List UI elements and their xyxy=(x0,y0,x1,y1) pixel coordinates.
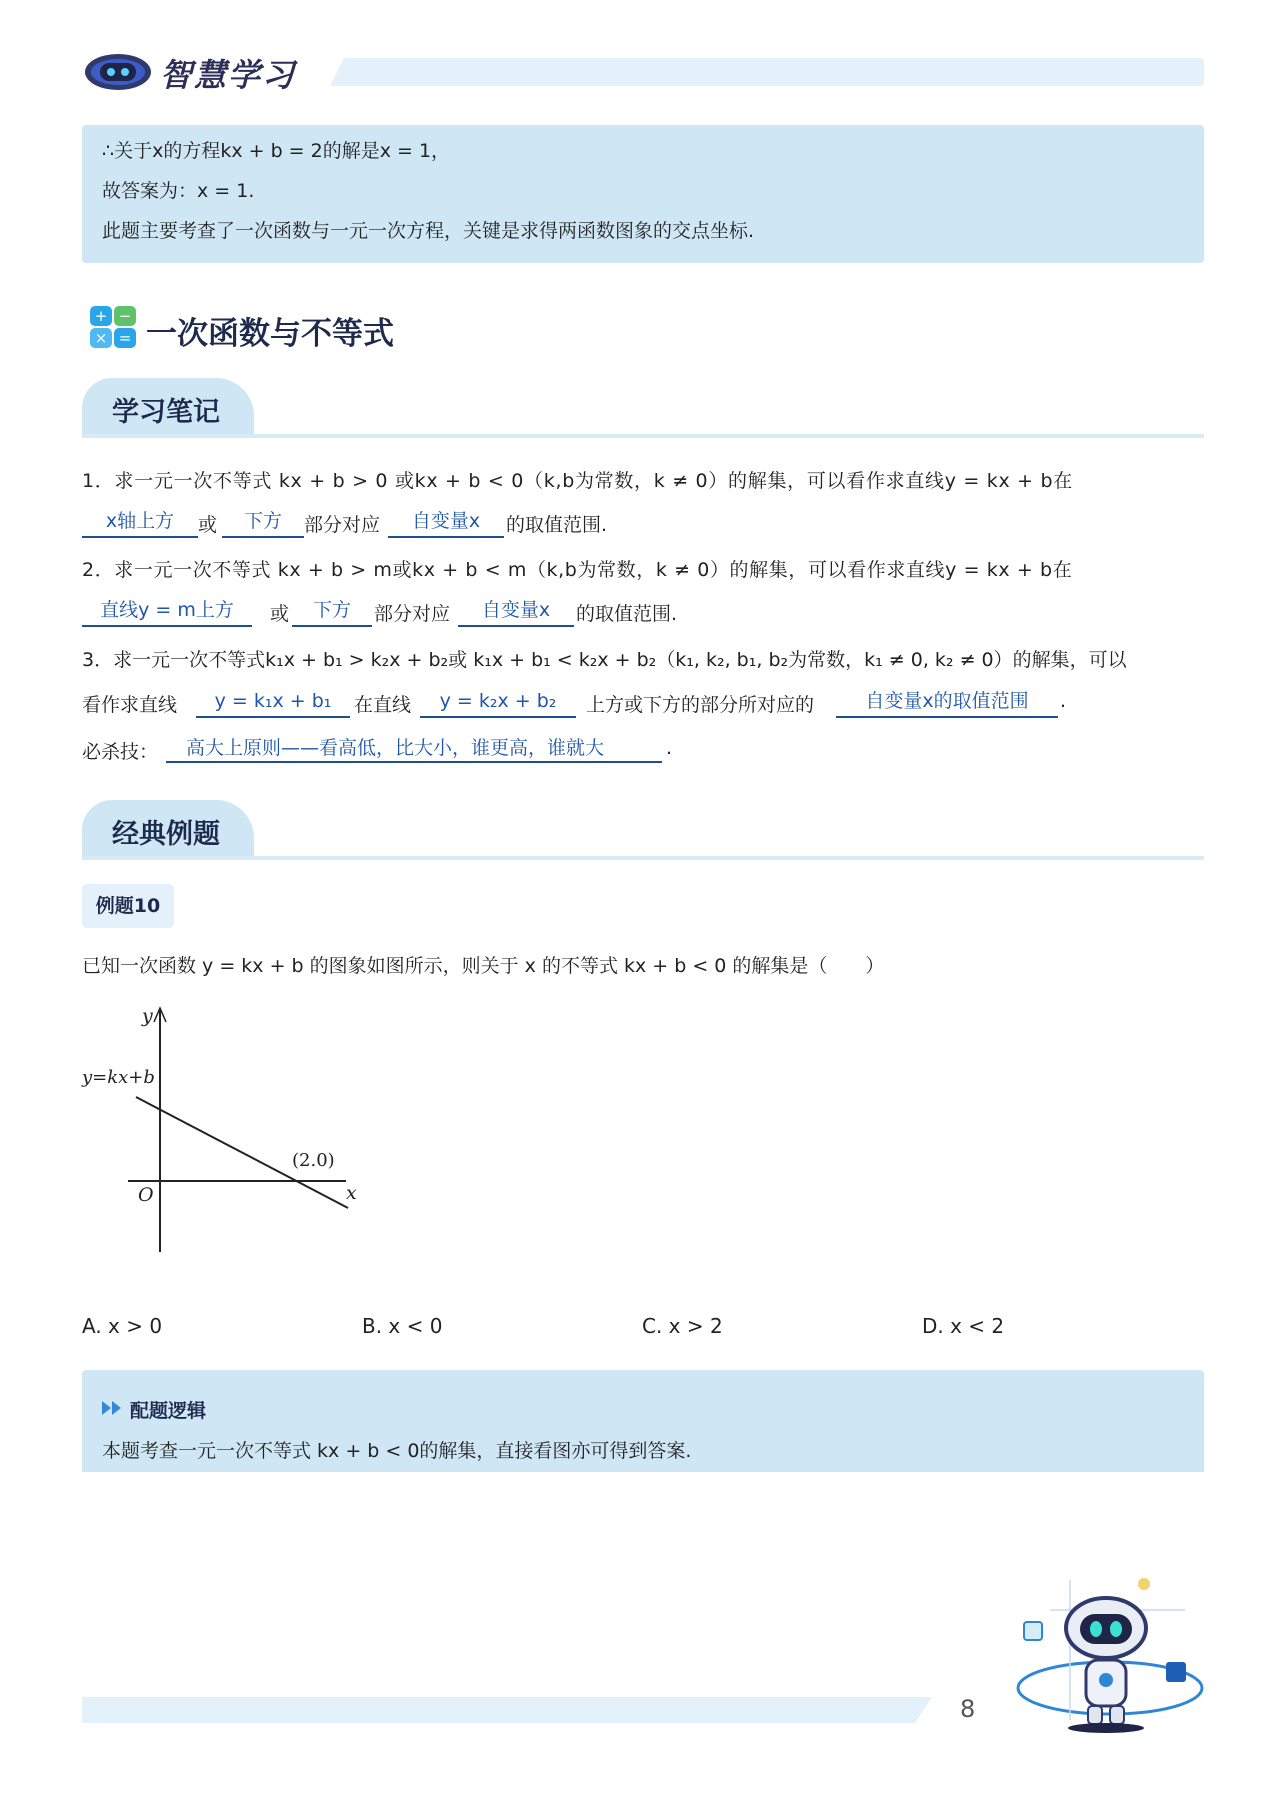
footer-bar xyxy=(82,1697,932,1723)
calculator-icon xyxy=(88,304,140,350)
brand-title: 智慧学习 xyxy=(160,56,297,94)
example-badge: 例题10 xyxy=(82,884,174,928)
note-item-1-text-3: 的取值范围. xyxy=(506,514,608,536)
section-title: 一次函数与不等式 xyxy=(146,316,394,352)
note-item-1-blank-1: x轴上方 xyxy=(82,506,198,538)
notes-heading: 学习笔记 xyxy=(112,397,220,428)
note-item-3-blank-2: y = k₂x + b₂ xyxy=(420,686,576,718)
note-item-2-text-2: 部分对应 xyxy=(374,603,451,625)
note-item-2-blank-3: 自变量x xyxy=(458,595,574,627)
examples-tab xyxy=(82,800,254,858)
trick-label: 必杀技： xyxy=(82,741,159,763)
note-item-3-text-2: 上方或下方的部分所对应的 xyxy=(586,694,815,716)
logic-title: 配题逻辑 xyxy=(130,1400,207,1422)
note-item-2-line1: 2．求一元一次不等式 kx + b > m或kx + b < m（k,b为常数，k ≠ 0）的解集，可以看作求直线y = kx + b在 xyxy=(82,559,1073,581)
svg-text:=: = xyxy=(118,329,132,347)
header xyxy=(0,0,1280,110)
trick-end: . xyxy=(666,737,673,759)
note-item-3-line1: 3．求一元一次不等式k₁x + b₁ > k₂x + b₂或 k₁x + b₁ < k₂x + b₂（k₁, k₂, b₁, b₂为常数，k₁ ≠ 0, k₂ ≠ 0）的解集，可以 xyxy=(82,649,1127,671)
solution-line-1: ∴关于x的方程kx + b = 2的解是x = 1， xyxy=(102,140,451,162)
notes-tab xyxy=(82,378,254,436)
note-item-1-text-1: 或 xyxy=(198,514,218,536)
note-item-2-blank-1: 直线y = m上方 xyxy=(82,595,252,627)
note-item-1-blank-2: 下方 xyxy=(222,506,304,538)
header-bar xyxy=(330,58,1204,86)
double-arrow-icon xyxy=(102,1400,124,1416)
solution-line-3: 此题主要考查了一次函数与一元一次方程，关键是求得两函数图象的交点坐标. xyxy=(102,220,755,242)
note-item-3-blank-3: 自变量x的取值范围 xyxy=(836,686,1058,718)
trick-blank: 高大上原则——看高低，比大小，谁更高，谁就大 xyxy=(166,733,662,763)
note-item-1-text-2: 部分对应 xyxy=(304,514,381,536)
y-axis-label: y xyxy=(142,1005,153,1027)
note-item-1-line1: 1．求一元一次不等式 kx + b > 0 或kx + b < 0（k,b为常数，k ≠ 0）的解集，可以看作求直线y = kx + b在 xyxy=(82,470,1074,492)
option-d[interactable]: D. x < 2 xyxy=(922,1314,1005,1338)
svg-text:×: × xyxy=(94,329,108,347)
svg-text:−: − xyxy=(118,307,132,325)
solution-line-2: 故答案为：x = 1. xyxy=(102,180,255,202)
logic-box xyxy=(82,1370,1204,1472)
option-c[interactable]: C. x > 2 xyxy=(642,1314,723,1338)
note-item-3-blank-1: y = k₁x + b₁ xyxy=(196,686,350,718)
robot-logo-icon xyxy=(82,46,154,94)
x-axis-label: x xyxy=(346,1182,357,1204)
note-item-2-text-3: 的取值范围. xyxy=(576,603,678,625)
option-a[interactable]: A. x > 0 xyxy=(82,1314,163,1338)
notes-divider xyxy=(82,434,1204,438)
note-item-3-text-3: . xyxy=(1060,690,1067,712)
note-item-2-blank-2: 下方 xyxy=(292,595,372,627)
line-label: y=kx+b xyxy=(82,1067,155,1088)
note-item-2-text-1: 或 xyxy=(270,603,290,625)
examples-heading: 经典例题 xyxy=(112,819,220,850)
svg-text:+: + xyxy=(94,307,108,325)
solution-box xyxy=(82,125,1204,263)
function-graph xyxy=(78,1000,378,1260)
origin-label: O xyxy=(138,1184,154,1206)
note-item-1-blank-3: 自变量x xyxy=(388,506,504,538)
robot-mascot-icon xyxy=(1010,1570,1210,1735)
logic-text: 本题考查一元一次不等式 kx + b < 0的解集，直接看图亦可得到答案. xyxy=(102,1440,692,1462)
option-b[interactable]: B. x < 0 xyxy=(362,1314,443,1338)
note-item-3-text-0: 看作求直线 xyxy=(82,694,178,716)
examples-divider xyxy=(82,856,1204,860)
note-item-3-text-1: 在直线 xyxy=(354,694,412,716)
page-number: 8 xyxy=(960,1695,976,1723)
point-label: (2.0) xyxy=(292,1150,335,1171)
example-question: 已知一次函数 y = kx + b 的图象如图所示，则关于 x 的不等式 kx + b < 0 的解集是（ ） xyxy=(82,955,885,977)
